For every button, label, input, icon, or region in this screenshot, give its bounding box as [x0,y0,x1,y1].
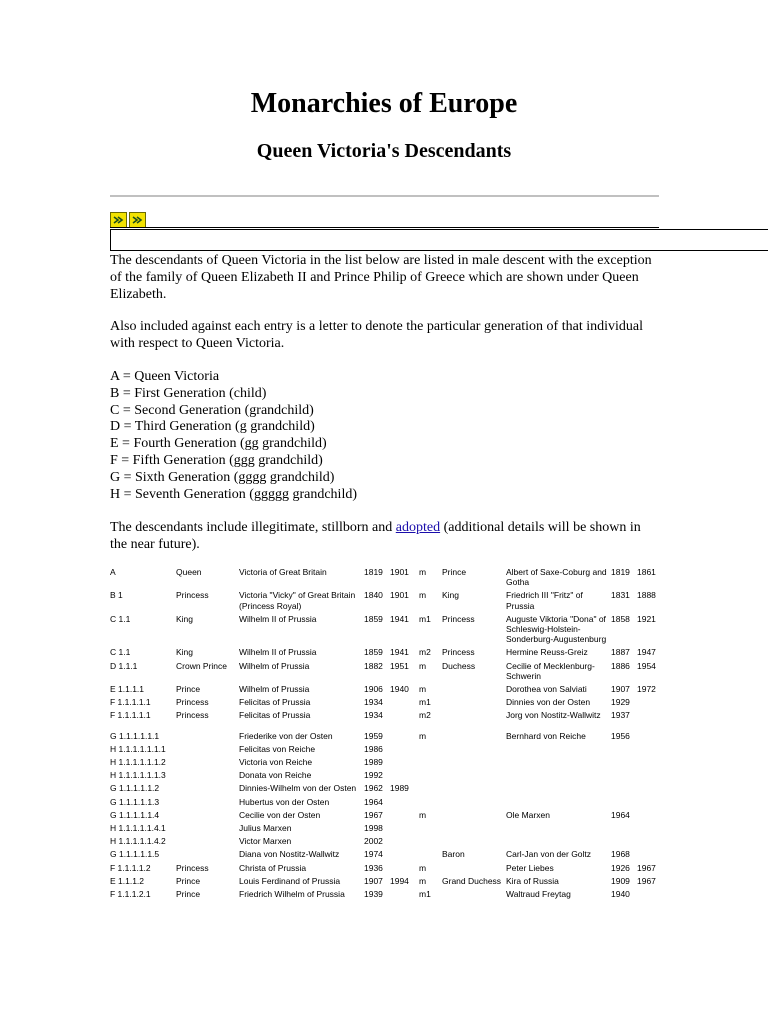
cell-generation-code: D 1.1.1 [110,660,138,671]
cell-spouse-birth-year: 1937 [611,710,630,721]
cell-death-year [388,769,417,782]
cell-name: Diana von Nostitz-Wallwitz [239,849,340,860]
table-row [108,566,664,589]
cell-spouse-death-year: 1967 [637,862,656,873]
table-row [108,696,664,709]
cell-title: Princess [176,710,209,721]
cell-spouse-title [440,696,504,709]
table-row [108,809,664,822]
cell-name: Felicitas of Prussia [239,710,311,721]
cell-marriage: m2 [419,647,431,658]
cell-spouse-name [504,782,609,795]
cell-generation-code: G 1.1.1.1.1.2 [110,783,160,794]
cell-spouse-name: Bernhard von Reiche [506,730,586,741]
cell-birth-year: 1859 [364,613,383,624]
table-row [108,848,664,861]
cell-marriage [417,769,440,782]
cell-generation-code: E 1.1.1.1 [110,684,145,695]
cell-death-year: 1989 [390,783,409,794]
cell-spouse-birth-year: 1964 [611,809,630,820]
cell-spouse-title [440,709,504,722]
generation-note: Also included against each entry is a letter to denote the particular generation of that individual with respect to Queen Victoria. [110,319,643,351]
cell-spouse-title: Prince [442,567,467,577]
cell-name: Hubertus von der Osten [239,796,330,807]
cell-spouse-name: Hermine Reuss-Greiz [506,647,588,658]
legend-item: A = Queen Victoria [110,369,220,384]
cell-spouse-birth-year: 1909 [611,875,630,886]
cell-name: Friederike von der Osten [239,730,333,741]
cell-birth-year: 2002 [364,836,383,847]
cell-title: Queen [176,567,202,577]
cell-marriage: m [419,567,427,577]
cell-death-year [388,888,417,901]
cell-name: Julius Marxen [239,823,292,834]
cell-death-year: 1994 [390,875,409,886]
cell-death-year: 1940 [390,684,409,695]
cell-death-year: 1941 [390,613,409,624]
cell-generation-code: G 1.1.1.1.1.5 [110,849,160,860]
cell-title: King [176,647,194,658]
cell-marriage: m1 [419,697,431,708]
cell-marriage: m [419,660,427,671]
cell-generation-code: E 1.1.1.2 [110,875,145,886]
cell-spouse-birth-year: 1907 [611,684,630,695]
cell-title: Prince [176,875,201,886]
cell-title: Prince [176,684,201,695]
cell-marriage: m [419,862,427,873]
cell-spouse-death-year [635,696,664,709]
page-title: Monarchies of Europe [250,88,518,119]
cell-spouse-birth-year: 1858 [611,613,630,624]
cell-name: Felicitas of Prussia [239,697,311,708]
cell-birth-year: 1959 [364,730,383,741]
cell-birth-year: 1907 [364,875,383,886]
cell-spouse-name: Carl-Jan von der Goltz [506,849,592,860]
legend-item: H = Seventh Generation (ggggg grandchild) [110,486,357,502]
cell-death-year [388,723,417,743]
cell-spouse-birth-year: 1831 [611,590,630,601]
cell-generation-code: C 1.1 [110,647,131,658]
table-row [108,796,664,809]
cell-marriage [417,796,440,809]
cell-spouse-name [504,743,609,756]
cell-birth-year: 1964 [364,796,383,807]
cell-spouse-death-year [635,809,664,822]
cell-title: King [176,613,194,624]
cell-birth-year: 1934 [364,697,383,708]
cell-spouse-death-year: 1861 [637,567,656,577]
cell-spouse-title: Duchess [442,660,476,671]
cell-spouse-death-year: 1921 [637,613,656,624]
cell-title [174,743,237,756]
cell-title: Princess [176,697,209,708]
cell-name: Victoria von Reiche [239,757,313,768]
notes-text-after: (additional details will be shown in the near future). [110,520,641,552]
cell-spouse-name: Dorothea von Salviati [506,684,587,695]
cell-spouse-name: Kira of Russia [506,875,559,886]
cell-spouse-death-year: 1967 [637,875,656,886]
cell-spouse-title [440,723,504,743]
cell-marriage: m [419,684,427,695]
cell-death-year [388,696,417,709]
cell-name: Louis Ferdinand of Prussia [239,875,341,886]
cell-spouse-name [504,769,609,782]
arrow-back-icon [113,215,124,225]
table-row [108,743,664,756]
table-row [108,756,664,769]
cell-spouse-name: Dinnies von der Osten [506,697,591,708]
cell-spouse-title: Princess [442,613,475,624]
table-row [108,723,664,743]
cell-spouse-name [504,835,609,848]
table-row [108,888,664,901]
cell-generation-code: H 1.1.1.1.1.4.2 [110,836,166,847]
cell-birth-year: 1882 [364,660,383,671]
cell-title: Princess [176,590,209,601]
cell-marriage: m1 [419,613,431,624]
cell-name: Felicitas von Reiche [239,743,316,754]
cell-spouse-birth-year: 1929 [611,697,630,708]
cell-spouse-title: Baron [442,849,465,860]
cell-title [174,835,237,848]
cell-generation-code: H 1.1.1.1.1.1.2 [110,757,166,768]
cell-title [174,822,237,835]
cell-spouse-birth-year: 1887 [611,647,630,658]
table-row [108,709,664,722]
cell-spouse-title [440,796,504,809]
table-row [108,589,664,612]
cell-spouse-title: Princess [442,647,475,658]
cell-title [174,723,237,743]
arrow-forward-icon [132,215,143,225]
cell-spouse-title [440,835,504,848]
cell-spouse-birth-year: 1940 [611,889,630,900]
cell-spouse-title [440,862,504,875]
table-row [108,683,664,696]
cell-death-year [388,848,417,861]
cell-death-year [388,796,417,809]
table-row [108,835,664,848]
cell-birth-year: 1992 [364,770,383,781]
cell-generation-code: F 1.1.1.1.1 [110,710,151,721]
cell-birth-year: 1859 [364,647,383,658]
generation-legend [110,369,357,503]
table-row [108,822,664,835]
legend-item: E = Fourth Generation (gg grandchild) [110,436,327,452]
cell-death-year: 1901 [390,590,409,601]
cell-spouse-name [504,822,609,835]
cell-spouse-death-year [635,723,664,743]
cell-name: Victor Marxen [239,836,292,847]
cell-birth-year: 1819 [364,567,383,577]
cell-birth-year: 1962 [364,783,383,794]
cell-spouse-death-year [635,769,664,782]
cell-spouse-title: King [442,590,460,601]
cell-death-year [388,862,417,875]
cell-marriage [417,848,440,861]
cell-death-year [388,835,417,848]
cell-generation-code: G 1.1.1.1.1.4 [110,809,160,820]
cell-spouse-name: Friedrich III "Fritz" of Prussia [506,590,583,611]
cell-death-year [388,809,417,822]
cell-name: Christa of Prussia [239,862,307,873]
cell-spouse-birth-year [609,835,635,848]
cell-name: Victoria "Vicky" of Great Britain (Princess Royal) [239,590,356,611]
cell-generation-code: C 1.1 [110,613,131,624]
cell-death-year [388,756,417,769]
descendants-table [108,566,664,901]
cell-spouse-birth-year: 1926 [611,862,630,873]
cell-name: Cecilie von der Osten [239,809,321,820]
cell-name: Wilhelm of Prussia [239,660,310,671]
cell-marriage [417,822,440,835]
cell-name: Friedrich Wilhelm of Prussia [239,889,345,900]
cell-title [174,809,237,822]
cell-name: Wilhelm II of Prussia [239,647,317,658]
adopted-link[interactable]: adopted [395,520,441,535]
table-row [108,660,664,683]
nav-divider [110,227,659,228]
cell-death-year: 1941 [390,647,409,658]
cell-spouse-death-year [635,888,664,901]
cell-spouse-name: Albert of Saxe-Coburg and Gotha [506,567,607,588]
cell-marriage: m1 [419,889,431,900]
cell-birth-year: 1989 [364,757,383,768]
cell-generation-code: F 1.1.1.1.1 [110,697,151,708]
cell-spouse-name: Waltraud Freytag [506,889,571,900]
cell-spouse-title [440,888,504,901]
legend-item: F = Fifth Generation (ggg grandchild) [110,452,323,468]
nav-buttons [110,212,146,228]
cell-marriage: m [419,730,427,741]
cell-generation-code: F 1.1.1.2.1 [110,889,151,900]
cell-spouse-birth-year [609,782,635,795]
cell-title: Prince [176,889,201,900]
cell-spouse-death-year: 1947 [637,647,656,658]
cell-spouse-title [440,769,504,782]
legend-item: C = Second Generation (grandchild) [110,402,314,418]
cell-spouse-death-year [635,796,664,809]
cell-spouse-title [440,782,504,795]
cell-birth-year: 1840 [364,590,383,601]
cell-death-year: 1901 [390,567,409,577]
cell-generation-code: G 1.1.1.1.1.3 [110,796,160,807]
cell-name: Wilhelm of Prussia [239,684,310,695]
cell-spouse-birth-year: 1956 [611,730,630,741]
cell-spouse-name: Auguste Viktoria "Dona" of Schleswig-Holstein-Sonderburg-Augustenburg [506,613,607,645]
notes-paragraph [110,519,660,553]
cell-generation-code: H 1.1.1.1.1.1.1 [110,743,166,754]
cell-birth-year: 1936 [364,862,383,873]
cell-title [174,782,237,795]
cell-spouse-death-year: 1954 [637,660,656,671]
cell-death-year [388,709,417,722]
cell-spouse-death-year: 1972 [637,684,656,695]
cell-spouse-name [504,756,609,769]
page-subtitle: Queen Victoria's Descendants [256,140,512,162]
table-row [108,782,664,795]
cell-generation-code: H 1.1.1.1.1.1.3 [110,770,166,781]
cell-birth-year: 1967 [364,809,383,820]
cell-birth-year: 1974 [364,849,383,860]
previous-page-button[interactable] [110,212,127,228]
next-page-button[interactable] [129,212,146,228]
intro-paragraph: The descendants of Queen Victoria in the list below are listed in male descent with the exception of the family of Queen Elizabeth II and Prince Philip of Greece which are shown under Queen Elizabeth. [110,253,652,302]
cell-spouse-birth-year [609,769,635,782]
legend-item: D = Third Generation (g grandchild) [110,419,315,435]
cell-marriage: m2 [419,710,431,721]
cell-generation-code: F 1.1.1.1.2 [110,862,151,873]
cell-spouse-name: Cecilie of Mecklenburg-Schwerin [506,660,595,681]
cell-name: Victoria of Great Britain [239,567,327,577]
cell-death-year: 1951 [390,660,409,671]
cell-spouse-title [440,822,504,835]
cell-title [174,756,237,769]
cell-birth-year: 1986 [364,743,383,754]
legend-item: B = First Generation (child) [110,385,267,401]
table-row [108,646,664,659]
cell-title: Princess [176,862,209,873]
cell-spouse-name: Ole Marxen [506,809,550,820]
cell-generation-code: H 1.1.1.1.1.4.1 [110,823,166,834]
cell-spouse-birth-year [609,756,635,769]
cell-death-year [388,743,417,756]
table-row [108,769,664,782]
cell-spouse-death-year [635,756,664,769]
table-row [108,875,664,888]
cell-spouse-birth-year [609,743,635,756]
cell-spouse-name [504,796,609,809]
cell-marriage: m [419,875,427,886]
cell-spouse-birth-year [609,796,635,809]
cell-birth-year: 1934 [364,710,383,721]
table-row [108,862,664,875]
cell-spouse-death-year [635,822,664,835]
cell-name: Dinnies-Wilhelm von der Osten [239,783,357,794]
horizontal-rule [110,195,659,197]
cell-title [174,848,237,861]
cell-spouse-birth-year: 1819 [611,567,630,577]
cell-spouse-birth-year: 1968 [611,849,630,860]
cell-name: Wilhelm II of Prussia [239,613,317,624]
cell-spouse-death-year [635,709,664,722]
legend-item: G = Sixth Generation (gggg grandchild) [110,469,335,485]
table-row [108,613,664,647]
cell-title [174,796,237,809]
cell-marriage: m [419,809,427,820]
cell-spouse-death-year [635,743,664,756]
cell-spouse-title [440,809,504,822]
notes-text-before: The descendants include illegitimate, stillborn and [110,520,396,535]
cell-generation-code: B 1 [110,590,123,601]
cell-spouse-birth-year: 1886 [611,660,630,671]
cell-marriage [417,782,440,795]
cell-title [174,769,237,782]
cell-birth-year: 1939 [364,889,383,900]
cell-death-year [388,822,417,835]
cell-name: Donata von Reiche [239,770,312,781]
cell-marriage [417,743,440,756]
cell-spouse-title [440,743,504,756]
cell-generation-code: A [110,567,116,577]
cell-spouse-birth-year [609,822,635,835]
cell-generation-code: G 1.1.1.1.1.1 [110,730,160,741]
cell-title: Crown Prince [176,660,228,671]
cell-spouse-name: Jorg von Nostitz-Wallwitz [506,710,601,721]
cell-marriage [417,835,440,848]
cell-spouse-death-year [635,835,664,848]
cell-birth-year: 1998 [364,823,383,834]
cell-spouse-death-year: 1888 [637,590,656,601]
cell-spouse-death-year [635,848,664,861]
search-box[interactable] [110,229,768,251]
cell-marriage [417,756,440,769]
cell-marriage: m [419,590,427,601]
cell-spouse-name: Peter Liebes [506,862,554,873]
cell-spouse-title [440,683,504,696]
cell-spouse-title: Grand Duchess [442,875,502,886]
cell-spouse-title [440,756,504,769]
cell-spouse-death-year [635,782,664,795]
cell-birth-year: 1906 [364,684,383,695]
